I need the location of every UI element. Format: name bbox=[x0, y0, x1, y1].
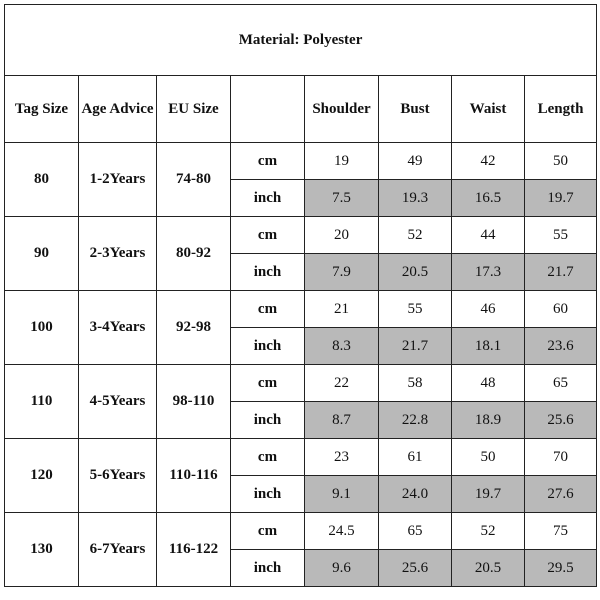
tag-size-cell: 120 bbox=[5, 439, 79, 513]
waist-inch-cell: 18.9 bbox=[452, 402, 525, 439]
table-row-cm bbox=[5, 143, 597, 180]
tag-size-cell: 130 bbox=[5, 513, 79, 587]
bust-cm-cell: 65 bbox=[379, 513, 452, 550]
length-cm-cell: 55 bbox=[525, 217, 597, 254]
header-row bbox=[5, 76, 597, 143]
waist-cm-cell: 50 bbox=[452, 439, 525, 476]
length-cm-cell: 50 bbox=[525, 143, 597, 180]
header-waist: Waist bbox=[452, 76, 525, 143]
unit-inch-cell: inch bbox=[231, 254, 305, 291]
age-advice-cell: 1-2Years bbox=[79, 143, 157, 217]
shoulder-cm-cell: 22 bbox=[305, 365, 379, 402]
shoulder-inch-cell: 9.6 bbox=[305, 550, 379, 587]
eu-size-cell: 80-92 bbox=[157, 217, 231, 291]
table-title: Material: Polyester bbox=[5, 5, 597, 76]
table-row-cm bbox=[5, 439, 597, 476]
waist-cm-cell: 48 bbox=[452, 365, 525, 402]
bust-cm-cell: 55 bbox=[379, 291, 452, 328]
age-advice-cell: 5-6Years bbox=[79, 439, 157, 513]
eu-size-cell: 116-122 bbox=[157, 513, 231, 587]
shoulder-cm-cell: 21 bbox=[305, 291, 379, 328]
unit-cm-cell: cm bbox=[231, 439, 305, 476]
age-advice-cell: 4-5Years bbox=[79, 365, 157, 439]
eu-size-cell: 74-80 bbox=[157, 143, 231, 217]
bust-inch-cell: 19.3 bbox=[379, 180, 452, 217]
header-shoulder: Shoulder bbox=[305, 76, 379, 143]
bust-cm-cell: 52 bbox=[379, 217, 452, 254]
length-inch-cell: 21.7 bbox=[525, 254, 597, 291]
length-inch-cell: 27.6 bbox=[525, 476, 597, 513]
length-inch-cell: 23.6 bbox=[525, 328, 597, 365]
shoulder-inch-cell: 7.9 bbox=[305, 254, 379, 291]
bust-inch-cell: 20.5 bbox=[379, 254, 452, 291]
table-row-cm bbox=[5, 513, 597, 550]
age-advice-cell: 2-3Years bbox=[79, 217, 157, 291]
tag-size-cell: 100 bbox=[5, 291, 79, 365]
shoulder-cm-cell: 20 bbox=[305, 217, 379, 254]
waist-cm-cell: 52 bbox=[452, 513, 525, 550]
bust-inch-cell: 21.7 bbox=[379, 328, 452, 365]
waist-inch-cell: 17.3 bbox=[452, 254, 525, 291]
tag-size-cell: 90 bbox=[5, 217, 79, 291]
length-cm-cell: 75 bbox=[525, 513, 597, 550]
eu-size-cell: 98-110 bbox=[157, 365, 231, 439]
bust-cm-cell: 61 bbox=[379, 439, 452, 476]
shoulder-inch-cell: 9.1 bbox=[305, 476, 379, 513]
header-length: Length bbox=[525, 76, 597, 143]
length-cm-cell: 65 bbox=[525, 365, 597, 402]
length-inch-cell: 29.5 bbox=[525, 550, 597, 587]
unit-inch-cell: inch bbox=[231, 328, 305, 365]
unit-cm-cell: cm bbox=[231, 217, 305, 254]
unit-inch-cell: inch bbox=[231, 550, 305, 587]
shoulder-cm-cell: 24.5 bbox=[305, 513, 379, 550]
shoulder-cm-cell: 19 bbox=[305, 143, 379, 180]
waist-cm-cell: 42 bbox=[452, 143, 525, 180]
unit-cm-cell: cm bbox=[231, 513, 305, 550]
shoulder-inch-cell: 8.7 bbox=[305, 402, 379, 439]
tag-size-cell: 80 bbox=[5, 143, 79, 217]
tag-size-cell: 110 bbox=[5, 365, 79, 439]
table-row-cm bbox=[5, 365, 597, 402]
size-chart bbox=[4, 4, 596, 596]
waist-cm-cell: 44 bbox=[452, 217, 525, 254]
eu-size-cell: 92-98 bbox=[157, 291, 231, 365]
age-advice-cell: 6-7Years bbox=[79, 513, 157, 587]
header-age-advice: Age Advice bbox=[79, 76, 157, 143]
unit-cm-cell: cm bbox=[231, 143, 305, 180]
waist-cm-cell: 46 bbox=[452, 291, 525, 328]
unit-inch-cell: inch bbox=[231, 180, 305, 217]
age-advice-cell: 3-4Years bbox=[79, 291, 157, 365]
bust-inch-cell: 24.0 bbox=[379, 476, 452, 513]
shoulder-cm-cell: 23 bbox=[305, 439, 379, 476]
waist-inch-cell: 18.1 bbox=[452, 328, 525, 365]
header-eu-size: EU Size bbox=[157, 76, 231, 143]
table-row-cm bbox=[5, 291, 597, 328]
length-inch-cell: 25.6 bbox=[525, 402, 597, 439]
bust-inch-cell: 22.8 bbox=[379, 402, 452, 439]
table-row-cm bbox=[5, 217, 597, 254]
shoulder-inch-cell: 7.5 bbox=[305, 180, 379, 217]
length-cm-cell: 70 bbox=[525, 439, 597, 476]
unit-cm-cell: cm bbox=[231, 291, 305, 328]
length-cm-cell: 60 bbox=[525, 291, 597, 328]
unit-inch-cell: inch bbox=[231, 476, 305, 513]
bust-cm-cell: 49 bbox=[379, 143, 452, 180]
header-tag-size: Tag Size bbox=[5, 76, 79, 143]
waist-inch-cell: 16.5 bbox=[452, 180, 525, 217]
header-bust: Bust bbox=[379, 76, 452, 143]
length-inch-cell: 19.7 bbox=[525, 180, 597, 217]
shoulder-inch-cell: 8.3 bbox=[305, 328, 379, 365]
bust-cm-cell: 58 bbox=[379, 365, 452, 402]
size-table bbox=[4, 4, 597, 587]
waist-inch-cell: 20.5 bbox=[452, 550, 525, 587]
waist-inch-cell: 19.7 bbox=[452, 476, 525, 513]
unit-cm-cell: cm bbox=[231, 365, 305, 402]
header-unit bbox=[231, 76, 305, 143]
bust-inch-cell: 25.6 bbox=[379, 550, 452, 587]
eu-size-cell: 110-116 bbox=[157, 439, 231, 513]
unit-inch-cell: inch bbox=[231, 402, 305, 439]
